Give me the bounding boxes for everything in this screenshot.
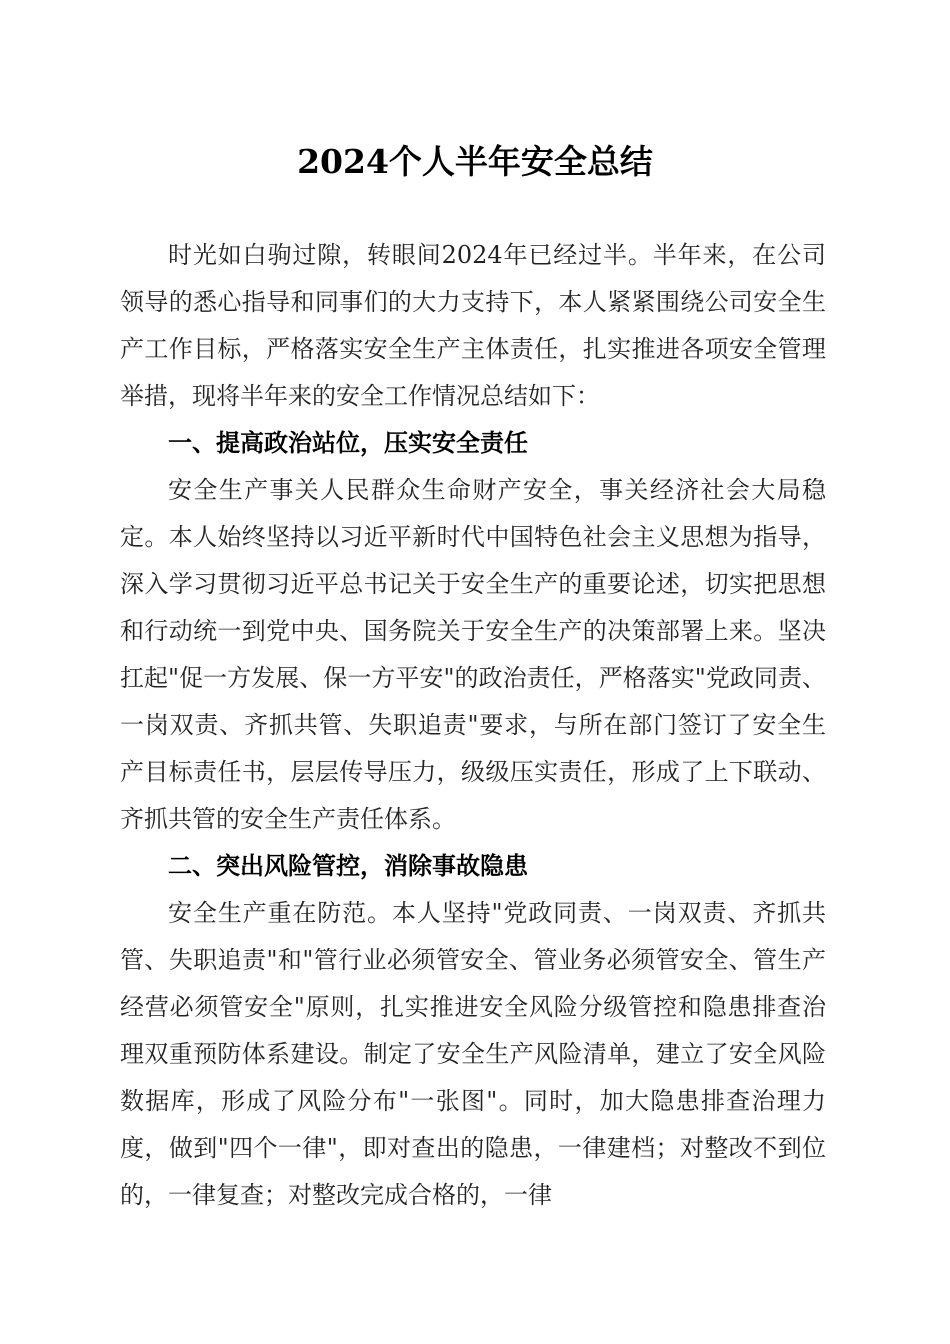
section-heading: 二、突出风险管控，消除事故隐患	[168, 852, 528, 880]
document-title: 2024个人半年安全总结	[297, 142, 653, 181]
section-paragraph: 安全生产事关人民群众生命财产安全，事关经济社会大局稳定。本人始终坚持以习近平新时代中国特色社会主义思想为指导，深入学习贯彻习近平总书记关于安全生产的重要论述，切实把思想和行动统一到党中央、国务院关于安全生产的决策部署上来。坚决扛起"促一方发展、保一方平安"的政治责任，严格落实"党政同责、一岗双责、齐抓共管、失职追责"要求，与所在部门签订了安全生产目标责任书，层层传导压力，级级压实责任，形成了上下联动、齐抓共管的安全生产责任体系。	[120, 476, 826, 833]
intro-paragraph: 时光如白驹过隙，转眼间2024年已经过半。半年来，在公司领导的悉心指导和同事们的大力支持下，本人紧紧围绕公司安全生产工作目标，严格落实安全生产主体责任，扎实推进各项安全管理举措，现将半年来的安全工作情况总结如下：	[120, 241, 826, 410]
document-body	[120, 232, 826, 1219]
section-paragraph: 安全生产重在防范。本人坚持"党政同责、一岗双责、齐抓共管、失职追责"和"管行业必须管安全、管业务必须管安全、管生产经营必须管安全"原则，扎实推进安全风险分级管控和隐患排查治理双重预防体系建设。制定了安全生产风险清单，建立了安全风险数据库，形成了风险分布"一张图"。同时，加大隐患排查治理力度，做到"四个一律"，即对查出的隐患，一律建档；对整改不到位的，一律复查；对整改完成合格的，一律	[120, 899, 826, 1209]
section-heading: 一、提高政治站位，压实安全责任	[168, 429, 528, 457]
